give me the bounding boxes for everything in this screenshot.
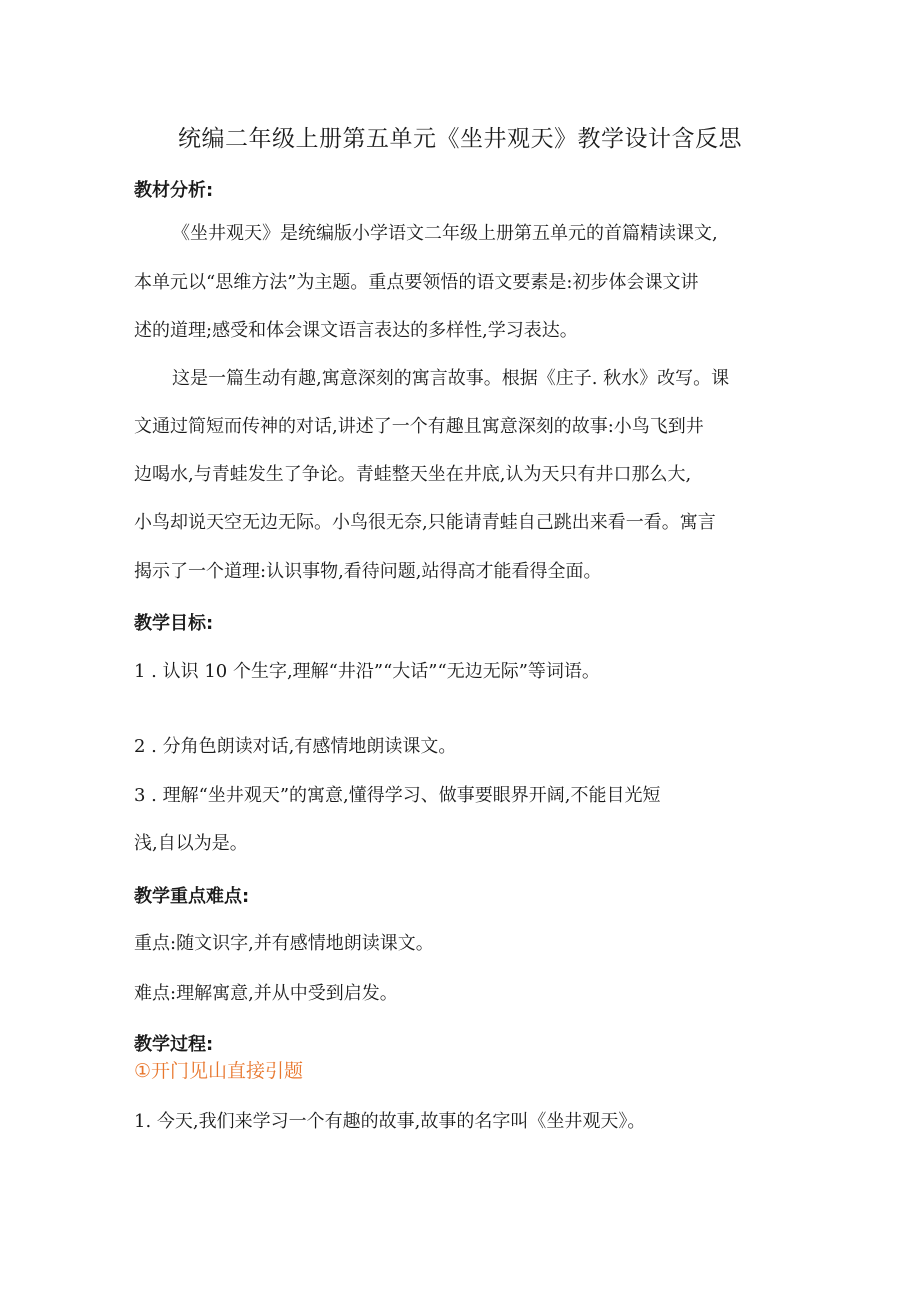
- goal-item-3-line2: 浅,自以为是。: [134, 833, 248, 854]
- section-heading-keypoints: 教学重点难点:: [134, 886, 250, 907]
- analysis-para2-line1: 这是一篇生动有趣,寓意深刻的寓言故事。根据《庄子. 秋水》改写。课: [172, 368, 730, 389]
- goal-item-1: 1 . 认识 10 个生字,理解“井沿”“大话”“无边无际”等词语。: [134, 661, 600, 682]
- analysis-para1-line2: 本单元以“思维方法”为主题。重点要领悟的语文要素是:初步体会课文讲: [134, 272, 699, 293]
- section-heading-goals: 教学目标:: [134, 613, 214, 634]
- section-heading-process: 教学过程:: [134, 1034, 214, 1055]
- process-step-1-heading: ①开门见山直接引题: [134, 1060, 304, 1082]
- analysis-para2-line5: 揭示了一个道理:认识事物,看待问题,站得高才能看得全面。: [134, 561, 602, 582]
- goal-item-2: 2 . 分角色朗读对话,有感情地朗读课文。: [134, 736, 457, 757]
- analysis-para2-line3: 边喝水,与青蛙发生了争论。青蛙整天坐在井底,认为天只有井口那么大,: [134, 464, 692, 485]
- process-line-1: 1. 今天,我们来学习一个有趣的故事,故事的名字叫《坐井观天》。: [134, 1111, 646, 1132]
- analysis-para1-line1: 《坐井观天》是统编版小学语文二年级上册第五单元的首篇精读课文,: [172, 223, 718, 244]
- analysis-para2-line4: 小鸟却说天空无边无际。小鸟很无奈,只能请青蛙自己跳出来看一看。寓言: [134, 512, 716, 533]
- analysis-para1-line3: 述的道理;感受和体会课文语言表达的多样性,学习表达。: [134, 320, 578, 341]
- keypoint-difficulty: 难点:理解寓意,并从中受到启发。: [134, 983, 398, 1004]
- goal-item-3-line1: 3 . 理解“坐井观天”的寓意,懂得学习、做事要眼界开阔,不能目光短: [134, 785, 661, 806]
- keypoint-focus: 重点:随文识字,并有感情地朗读课文。: [134, 933, 434, 954]
- section-heading-analysis: 教材分析:: [134, 180, 214, 201]
- analysis-para2-line2: 文通过简短而传神的对话,讲述了一个有趣且寓意深刻的故事:小鸟飞到井: [134, 416, 704, 437]
- document-title: 统编二年级上册第五单元《坐井观天》教学设计含反思: [178, 126, 742, 152]
